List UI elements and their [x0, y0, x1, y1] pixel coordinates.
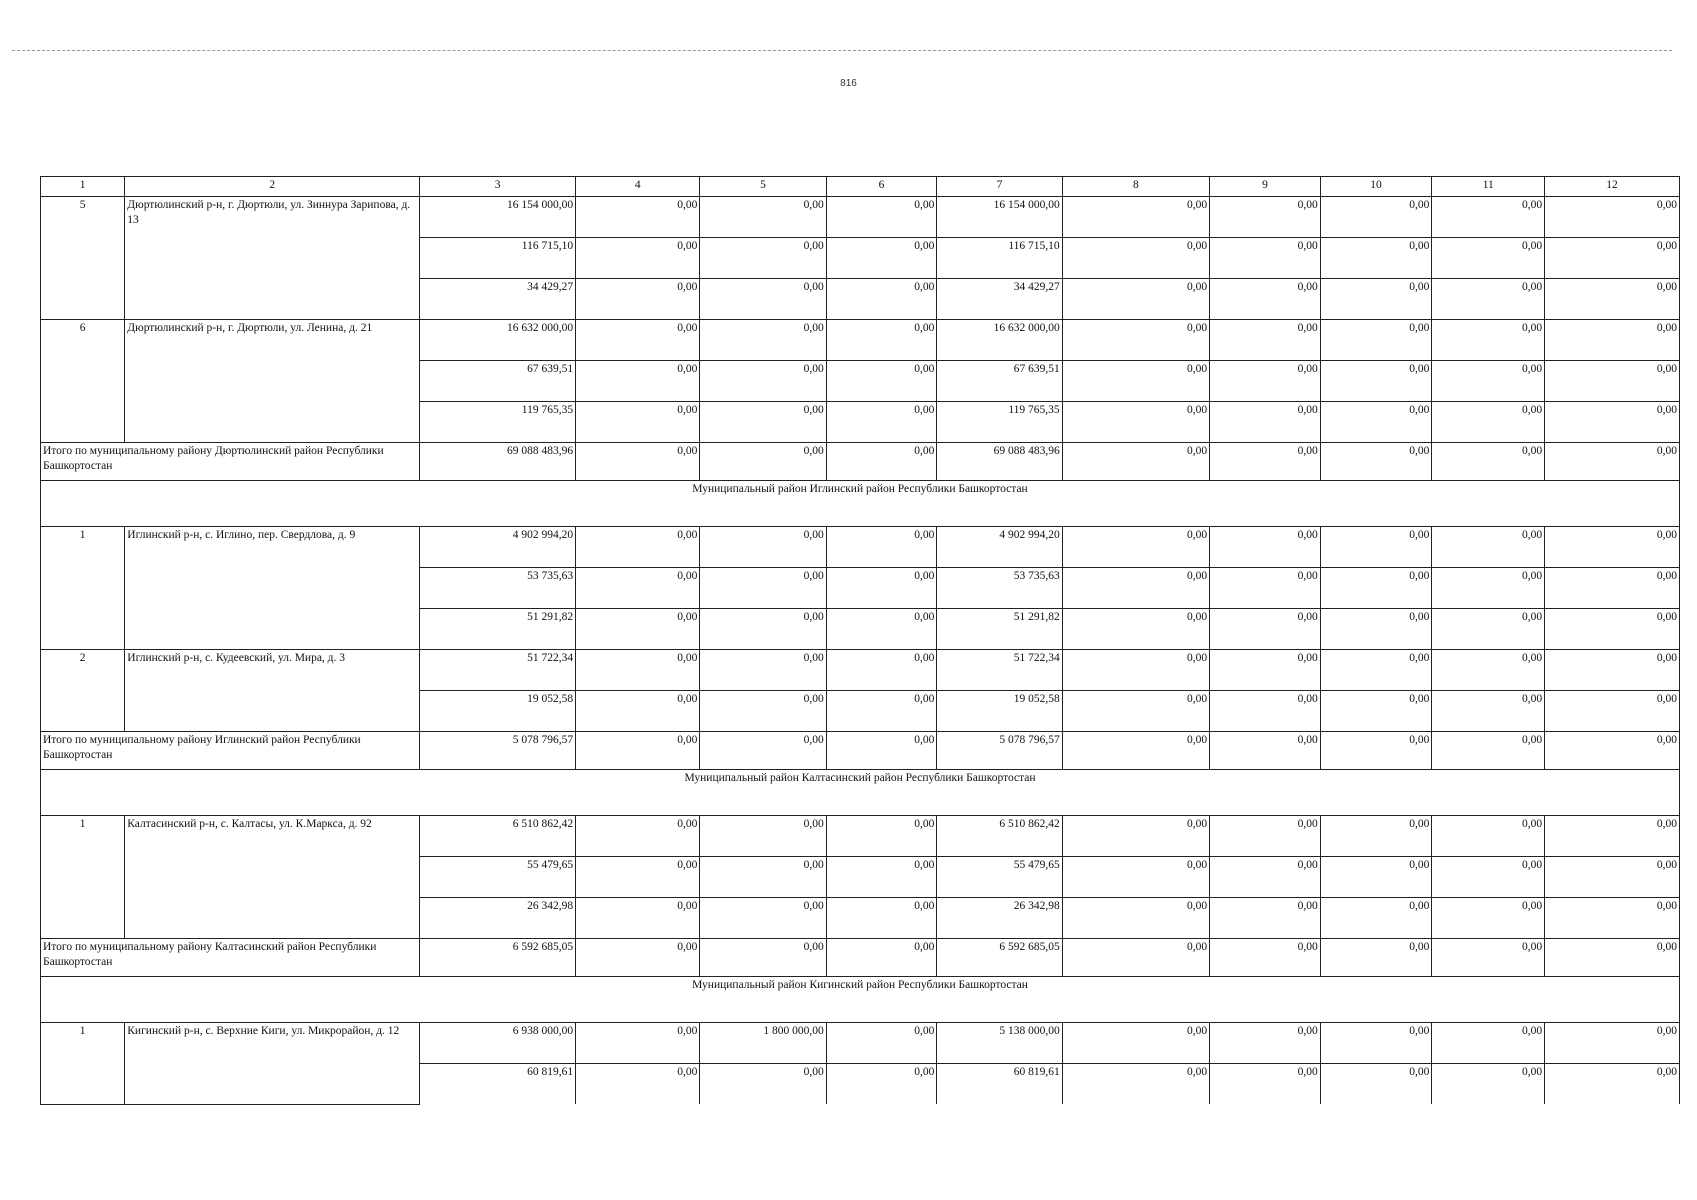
amount-cell: 0,00 [1320, 650, 1432, 691]
page-number: 816 [840, 78, 857, 89]
column-header-5: 5 [700, 177, 826, 197]
amount-cell: 0,00 [1320, 361, 1432, 402]
table-row [41, 197, 1680, 238]
amount-cell: 0,00 [700, 320, 826, 361]
amount-cell: 19 052,58 [937, 691, 1062, 732]
table-row [41, 527, 1680, 568]
amount-cell: 0,00 [1210, 320, 1321, 361]
amount-cell: 51 722,34 [937, 650, 1062, 691]
amount-cell: 0,00 [1210, 279, 1321, 320]
total-label: Итого по муниципальному району Калтасинский район Республики Башкортостан [41, 939, 420, 977]
amount-cell: 6 592 685,05 [937, 939, 1062, 977]
amount-cell: 0,00 [1210, 816, 1321, 857]
amount-cell: 55 479,65 [937, 857, 1062, 898]
amount-cell: 0,00 [700, 609, 826, 650]
amount-cell: 0,00 [1062, 816, 1209, 857]
table-row [41, 816, 1680, 857]
amount-cell: 0,00 [1062, 197, 1209, 238]
amount-cell: 0,00 [1210, 1023, 1321, 1064]
header-row [41, 177, 1680, 197]
amount-cell: 0,00 [1545, 279, 1680, 320]
amount-cell: 5 138 000,00 [937, 1023, 1062, 1064]
amount-cell: 51 291,82 [937, 609, 1062, 650]
amount-cell: 0,00 [1320, 857, 1432, 898]
column-header-12: 12 [1545, 177, 1680, 197]
amount-cell: 0,00 [1320, 816, 1432, 857]
amount-cell: 0,00 [1432, 816, 1545, 857]
amount-cell: 0,00 [826, 361, 937, 402]
table-row [41, 1023, 1680, 1064]
amount-cell: 4 902 994,20 [420, 527, 576, 568]
amount-cell: 16 154 000,00 [937, 197, 1062, 238]
amount-cell: 0,00 [826, 443, 937, 481]
amount-cell: 0,00 [1320, 443, 1432, 481]
amount-cell: 0,00 [576, 279, 700, 320]
amount-cell: 0,00 [1210, 402, 1321, 443]
amount-cell: 0,00 [1210, 361, 1321, 402]
amount-cell: 26 342,98 [937, 898, 1062, 939]
amount-cell: 0,00 [1320, 197, 1432, 238]
amount-cell: 0,00 [1432, 238, 1545, 279]
amount-cell: 0,00 [1432, 402, 1545, 443]
amount-cell: 0,00 [576, 527, 700, 568]
row-number: 1 [41, 527, 125, 650]
object-address: Иглинский р-н, с. Кудеевский, ул. Мира, д. 3 [125, 650, 420, 732]
amount-cell: 0,00 [1545, 361, 1680, 402]
amount-cell: 0,00 [576, 1023, 700, 1064]
amount-cell: 51 291,82 [420, 609, 576, 650]
amount-cell: 67 639,51 [937, 361, 1062, 402]
amount-cell: 0,00 [700, 238, 826, 279]
amount-cell: 0,00 [1062, 898, 1209, 939]
amount-cell: 116 715,10 [420, 238, 576, 279]
column-header-1: 1 [41, 177, 125, 197]
amount-cell: 0,00 [1432, 1064, 1545, 1105]
amount-cell: 0,00 [1545, 402, 1680, 443]
amount-cell: 0,00 [576, 402, 700, 443]
object-address: Дюртюлинский р-н, г. Дюртюли, ул. Зиннура Зарипова, д. 13 [125, 197, 420, 320]
row-number: 5 [41, 197, 125, 320]
amount-cell: 0,00 [1432, 609, 1545, 650]
total-label: Итого по муниципальному району Иглинский район Республики Башкортостан [41, 732, 420, 770]
column-header-6: 6 [826, 177, 937, 197]
amount-cell: 0,00 [700, 279, 826, 320]
column-header-3: 3 [420, 177, 576, 197]
amount-cell: 0,00 [576, 238, 700, 279]
amount-cell: 6 938 000,00 [420, 1023, 576, 1064]
amount-cell: 0,00 [1432, 197, 1545, 238]
amount-cell: 0,00 [826, 816, 937, 857]
amount-cell: 0,00 [1545, 527, 1680, 568]
amount-cell: 0,00 [1062, 1023, 1209, 1064]
amount-cell: 0,00 [576, 732, 700, 770]
section-row [41, 977, 1680, 1023]
amount-cell: 0,00 [1062, 320, 1209, 361]
amount-cell: 0,00 [576, 898, 700, 939]
column-header-11: 11 [1432, 177, 1545, 197]
amount-cell: 0,00 [700, 402, 826, 443]
amount-cell: 0,00 [700, 361, 826, 402]
amount-cell: 0,00 [576, 816, 700, 857]
column-header-2: 2 [125, 177, 420, 197]
amount-cell: 0,00 [826, 939, 937, 977]
section-title: Муниципальный район Кигинский район Республики Башкортостан [41, 977, 1680, 1023]
top-rule [12, 50, 1672, 51]
amount-cell: 0,00 [1320, 279, 1432, 320]
amount-cell: 0,00 [700, 816, 826, 857]
amount-cell: 16 632 000,00 [937, 320, 1062, 361]
amount-cell: 0,00 [826, 279, 937, 320]
amount-cell: 0,00 [1320, 609, 1432, 650]
amount-cell: 0,00 [1062, 857, 1209, 898]
amount-cell: 0,00 [1545, 320, 1680, 361]
amount-cell: 67 639,51 [420, 361, 576, 402]
amount-cell: 0,00 [1210, 197, 1321, 238]
amount-cell: 53 735,63 [420, 568, 576, 609]
amount-cell: 0,00 [1432, 691, 1545, 732]
amount-cell: 6 510 862,42 [937, 816, 1062, 857]
row-number: 6 [41, 320, 125, 443]
amount-cell: 0,00 [1545, 939, 1680, 977]
amount-cell: 0,00 [1432, 361, 1545, 402]
amount-cell: 0,00 [1432, 650, 1545, 691]
total-label: Итого по муниципальному району Дюртюлинский район Республики Башкортостан [41, 443, 420, 481]
amount-cell: 0,00 [1062, 650, 1209, 691]
amount-cell: 0,00 [826, 691, 937, 732]
amount-cell: 0,00 [1545, 650, 1680, 691]
amount-cell: 0,00 [826, 1023, 937, 1064]
amount-cell: 6 592 685,05 [420, 939, 576, 977]
row-number: 1 [41, 1023, 125, 1105]
amount-cell: 0,00 [1210, 609, 1321, 650]
amount-cell: 0,00 [1062, 1064, 1209, 1105]
amount-cell: 0,00 [1320, 238, 1432, 279]
amount-cell: 53 735,63 [937, 568, 1062, 609]
amount-cell: 0,00 [1545, 732, 1680, 770]
amount-cell: 0,00 [1545, 197, 1680, 238]
amount-cell: 16 632 000,00 [420, 320, 576, 361]
amount-cell: 0,00 [700, 898, 826, 939]
amount-cell: 0,00 [826, 238, 937, 279]
amount-cell: 0,00 [700, 732, 826, 770]
amount-cell: 0,00 [1432, 443, 1545, 481]
amount-cell: 0,00 [1320, 691, 1432, 732]
amount-cell: 0,00 [1320, 939, 1432, 977]
amount-cell: 0,00 [700, 650, 826, 691]
amount-cell: 0,00 [576, 650, 700, 691]
amount-cell: 0,00 [1210, 898, 1321, 939]
amount-cell: 0,00 [1320, 402, 1432, 443]
amount-cell: 0,00 [1210, 650, 1321, 691]
amount-cell: 0,00 [700, 527, 826, 568]
amount-cell: 0,00 [1320, 527, 1432, 568]
section-title: Муниципальный район Калтасинский район Республики Башкортостан [41, 770, 1680, 816]
amount-cell: 0,00 [1062, 732, 1209, 770]
amount-cell: 0,00 [576, 609, 700, 650]
amount-cell: 0,00 [1432, 939, 1545, 977]
amount-cell: 0,00 [1320, 1064, 1432, 1105]
amount-cell: 60 819,61 [420, 1064, 576, 1105]
amount-cell: 0,00 [826, 732, 937, 770]
amount-cell: 0,00 [1432, 898, 1545, 939]
amount-cell: 16 154 000,00 [420, 197, 576, 238]
amount-cell: 0,00 [576, 197, 700, 238]
amount-cell: 0,00 [700, 568, 826, 609]
amount-cell: 0,00 [1545, 816, 1680, 857]
amount-cell: 1 800 000,00 [700, 1023, 826, 1064]
amount-cell: 0,00 [1210, 1064, 1321, 1105]
amount-cell: 0,00 [1320, 1023, 1432, 1064]
amount-cell: 0,00 [1062, 402, 1209, 443]
amount-cell: 0,00 [1545, 857, 1680, 898]
total-row [41, 939, 1680, 977]
amount-cell: 34 429,27 [937, 279, 1062, 320]
amount-cell: 0,00 [1545, 1023, 1680, 1064]
amount-cell: 0,00 [1320, 898, 1432, 939]
table-row [41, 650, 1680, 691]
amount-cell: 0,00 [700, 691, 826, 732]
amount-cell: 0,00 [826, 527, 937, 568]
amount-cell: 0,00 [1062, 691, 1209, 732]
amount-cell: 60 819,61 [937, 1064, 1062, 1105]
amount-cell: 0,00 [576, 361, 700, 402]
amount-cell: 0,00 [576, 443, 700, 481]
amount-cell: 116 715,10 [937, 238, 1062, 279]
row-number: 1 [41, 816, 125, 939]
amount-cell: 0,00 [1432, 279, 1545, 320]
amount-cell: 0,00 [1545, 691, 1680, 732]
amount-cell: 51 722,34 [420, 650, 576, 691]
amount-cell: 0,00 [1062, 939, 1209, 977]
amount-cell: 0,00 [1320, 320, 1432, 361]
amount-cell: 0,00 [1432, 568, 1545, 609]
amount-cell: 0,00 [826, 1064, 937, 1105]
amount-cell: 0,00 [826, 650, 937, 691]
section-row [41, 770, 1680, 816]
amount-cell: 0,00 [700, 197, 826, 238]
amount-cell: 0,00 [576, 320, 700, 361]
amount-cell: 0,00 [1545, 609, 1680, 650]
object-address: Дюртюлинский р-н, г. Дюртюли, ул. Ленина, д. 21 [125, 320, 420, 443]
amount-cell: 0,00 [826, 402, 937, 443]
object-address: Иглинский р-н, с. Иглино, пер. Свердлова, д. 9 [125, 527, 420, 650]
amount-cell: 0,00 [1545, 568, 1680, 609]
amount-cell: 119 765,35 [420, 402, 576, 443]
amount-cell: 0,00 [1545, 1064, 1680, 1105]
amount-cell: 0,00 [1062, 527, 1209, 568]
amount-cell: 0,00 [700, 939, 826, 977]
amount-cell: 0,00 [1210, 857, 1321, 898]
section-row [41, 481, 1680, 527]
amount-cell: 4 902 994,20 [937, 527, 1062, 568]
amount-cell: 0,00 [1545, 238, 1680, 279]
amount-cell: 0,00 [1062, 279, 1209, 320]
amount-cell: 69 088 483,96 [937, 443, 1062, 481]
amount-cell: 0,00 [576, 857, 700, 898]
amount-cell: 119 765,35 [937, 402, 1062, 443]
amount-cell: 0,00 [1432, 320, 1545, 361]
amount-cell: 0,00 [826, 857, 937, 898]
amount-cell: 19 052,58 [420, 691, 576, 732]
amount-cell: 0,00 [1210, 238, 1321, 279]
amount-cell: 0,00 [1320, 568, 1432, 609]
amount-cell: 0,00 [700, 857, 826, 898]
total-row [41, 732, 1680, 770]
column-header-7: 7 [937, 177, 1062, 197]
amount-cell: 0,00 [1432, 527, 1545, 568]
amount-cell: 5 078 796,57 [937, 732, 1062, 770]
object-address: Кигинский р-н, с. Верхние Киги, ул. Микрорайон, д. 12 [125, 1023, 420, 1105]
amount-cell: 6 510 862,42 [420, 816, 576, 857]
amount-cell: 0,00 [826, 568, 937, 609]
amount-cell: 0,00 [826, 197, 937, 238]
amount-cell: 0,00 [1210, 939, 1321, 977]
amount-cell: 0,00 [826, 320, 937, 361]
amount-cell: 0,00 [700, 1064, 826, 1105]
amount-cell: 69 088 483,96 [420, 443, 576, 481]
row-number: 2 [41, 650, 125, 732]
amount-cell: 0,00 [576, 1064, 700, 1105]
column-header-4: 4 [576, 177, 700, 197]
amount-cell: 5 078 796,57 [420, 732, 576, 770]
amount-cell: 0,00 [1210, 527, 1321, 568]
amount-cell: 0,00 [700, 443, 826, 481]
amount-cell: 0,00 [1062, 609, 1209, 650]
total-row [41, 443, 1680, 481]
amount-cell: 0,00 [1432, 732, 1545, 770]
object-address: Калтасинский р-н, с. Калтасы, ул. К.Маркса, д. 92 [125, 816, 420, 939]
section-title: Муниципальный район Иглинский район Республики Башкортостан [41, 481, 1680, 527]
amount-cell: 0,00 [576, 568, 700, 609]
amount-cell: 55 479,65 [420, 857, 576, 898]
amount-cell: 34 429,27 [420, 279, 576, 320]
amount-cell: 0,00 [1545, 898, 1680, 939]
amount-cell: 0,00 [1432, 1023, 1545, 1064]
amount-cell: 0,00 [576, 939, 700, 977]
amount-cell: 0,00 [1320, 732, 1432, 770]
amount-cell: 0,00 [1062, 443, 1209, 481]
column-header-10: 10 [1320, 177, 1432, 197]
amount-cell: 0,00 [1062, 361, 1209, 402]
amount-cell: 0,00 [1545, 443, 1680, 481]
amount-cell: 0,00 [1062, 568, 1209, 609]
amount-cell: 26 342,98 [420, 898, 576, 939]
amount-cell: 0,00 [1432, 857, 1545, 898]
register-table [40, 176, 1680, 1105]
amount-cell: 0,00 [1210, 732, 1321, 770]
table-row [41, 320, 1680, 361]
amount-cell: 0,00 [1210, 691, 1321, 732]
amount-cell: 0,00 [1210, 568, 1321, 609]
amount-cell: 0,00 [826, 609, 937, 650]
column-header-9: 9 [1210, 177, 1321, 197]
amount-cell: 0,00 [576, 691, 700, 732]
amount-cell: 0,00 [1210, 443, 1321, 481]
amount-cell: 0,00 [1062, 238, 1209, 279]
column-header-8: 8 [1062, 177, 1209, 197]
amount-cell: 0,00 [826, 898, 937, 939]
